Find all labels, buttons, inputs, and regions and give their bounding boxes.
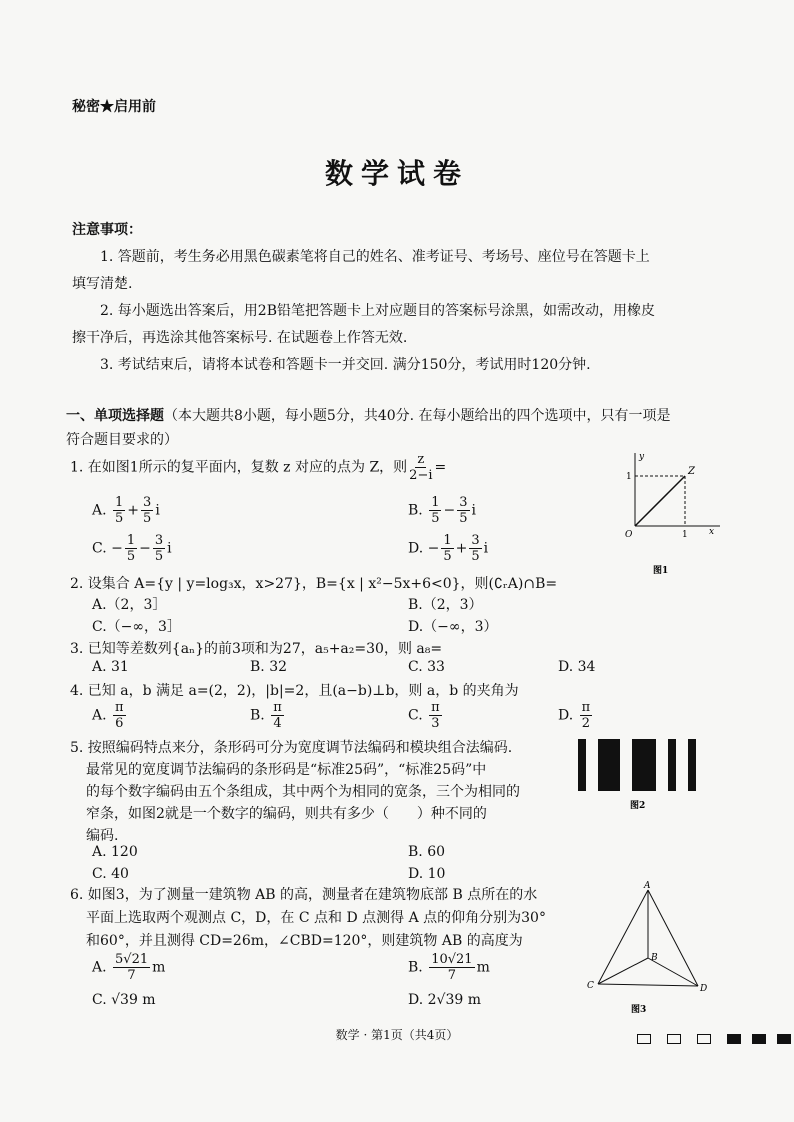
page-title: 数学试卷 — [324, 157, 469, 190]
q4-stem: 4. 已知 a，b 满足 a=(2，2)，|b|=2，且(a−b)⊥b，则 a，b 的夹角为 — [70, 683, 519, 699]
fig1-label-x: x — [709, 527, 715, 537]
section-desc: （本大题共8小题，每小题5分，共40分. 在每小题给出的四个选项中，只有一项是 — [164, 408, 671, 424]
q5-stem-line: 的每个数字编码由五个条组成，其中两个为相同的宽条，三个为相同的 — [86, 784, 520, 800]
option-label: B. — [250, 707, 265, 724]
q1-option-a — [92, 495, 160, 526]
num: π — [581, 700, 591, 715]
option-label: C. — [92, 992, 107, 1008]
fraction — [457, 495, 469, 526]
marker-square — [727, 1034, 741, 1044]
den: 2 — [581, 716, 591, 731]
bar-wide — [632, 739, 656, 791]
q1-text: 1. 在如图1所示的复平面内，复数 z 对应的点为 Z，则 — [70, 459, 408, 476]
fraction — [125, 533, 137, 564]
eq: = — [434, 459, 447, 476]
q6-option-d — [408, 992, 481, 1008]
q5-stem-line: 5. 按照编码特点来分，条形码可分为宽度调节法编码和模块组合法编码. — [70, 740, 513, 756]
q3-option-a: A. 31 — [92, 659, 129, 675]
q1-stem — [70, 452, 446, 483]
option-value: 2√39 m — [427, 992, 482, 1008]
q3-option-d: D. 34 — [558, 659, 596, 675]
sign: − — [427, 540, 440, 557]
den: 5 — [154, 549, 164, 564]
q6-option-b — [408, 952, 490, 983]
marker-square — [637, 1034, 651, 1044]
num: 1 — [431, 495, 440, 510]
fraction — [113, 495, 125, 526]
den: 6 — [115, 716, 124, 731]
q2-stem: 2. 设集合 A={y | y=log₃x，x>27}，B={x | x²−5x+6<0}，则(∁ᵣA)∩B= — [70, 576, 558, 592]
q4-option-b — [250, 700, 286, 731]
imag-unit: i — [155, 502, 160, 519]
q5-option-a: A. 120 — [92, 844, 138, 860]
operator: + — [455, 540, 468, 557]
fig3-label-d: D — [700, 984, 708, 994]
den: 5 — [459, 511, 468, 526]
option-label: B. — [408, 502, 423, 519]
fraction — [580, 700, 593, 731]
note-1b: 填写清楚. — [72, 276, 133, 292]
notes-heading: 注意事项： — [72, 222, 142, 238]
q1-option-b — [408, 495, 476, 526]
num: 5√21 — [115, 952, 149, 967]
marker-square — [697, 1034, 711, 1044]
note-2: 2. 每小题选出答案后，用2B铅笔把答题卡上对应题目的答案标号涂黑，如需改动，用橡皮 — [100, 303, 656, 319]
den: 5 — [471, 549, 480, 564]
num: π — [431, 700, 440, 715]
q5-stem-line: 最常见的宽度调节法编码的条形码是“标准25码”，“标准25码”中 — [86, 762, 487, 778]
num: 10√21 — [431, 952, 473, 967]
num: 3 — [154, 533, 164, 548]
q2-option-c: C.（−∞，3］ — [92, 619, 181, 635]
bar-narrow — [668, 739, 676, 791]
den: 7 — [127, 968, 136, 983]
secret-label: 秘密★启用前 — [72, 99, 156, 115]
imag-unit: i — [167, 540, 172, 557]
section-heading — [66, 405, 671, 425]
q6-option-a — [92, 952, 165, 983]
fraction — [469, 533, 481, 564]
num: 1 — [443, 533, 452, 548]
fig3-label-c: C — [587, 981, 594, 991]
q2-option-b: B.（2，3） — [408, 597, 483, 613]
fig3-caption: 图3 — [631, 1005, 647, 1015]
den: 5 — [431, 511, 440, 526]
den: 5 — [126, 549, 136, 564]
num: 3 — [143, 495, 152, 510]
operator: + — [127, 502, 140, 519]
option-label: A. — [92, 959, 107, 976]
option-label: B. — [408, 959, 423, 976]
fraction — [141, 495, 153, 526]
fig1-label-1x: 1 — [682, 530, 688, 540]
section-desc-2: 符合题目要求的） — [66, 432, 178, 448]
figure-3-tetrahedron — [583, 878, 718, 1018]
q5-stem-line: 编码. — [86, 828, 119, 844]
q3-option-b: B. 32 — [250, 659, 288, 675]
q5-option-b: B. 60 — [408, 844, 446, 860]
option-label: D. — [408, 540, 424, 557]
fraction — [271, 700, 284, 731]
q2-option-d: D.（−∞，3） — [408, 619, 498, 635]
den: 5 — [143, 511, 152, 526]
den: 5 — [443, 549, 452, 564]
option-label: C. — [92, 540, 107, 557]
q6-stem-line: 平面上选取两个观测点 C，D，在 C 点和 D 点测得 A 点的仰角分别为30° — [86, 910, 546, 926]
fraction — [113, 700, 126, 731]
den: 3 — [431, 716, 440, 731]
num: 3 — [459, 495, 468, 510]
marker-square — [667, 1034, 681, 1044]
q6-stem-line: 6. 如图3，为了测量一建筑物 AB 的高，测量者在建筑物底部 B 点所在的水 — [70, 887, 538, 903]
note-1: 1. 答题前，考生务必用黑色碳素笔将自己的姓名、准考证号、考场号、座位号在答题卡上 — [100, 249, 650, 265]
imag-unit: i — [471, 502, 476, 519]
fig3-label-b: B — [651, 953, 658, 963]
marker-square — [777, 1034, 791, 1044]
num: z — [417, 452, 425, 467]
fig1-label-y: y — [639, 452, 645, 462]
section-title: 一、单项选择题 — [66, 408, 164, 424]
q5-option-c: C. 40 — [92, 866, 129, 882]
q1-fraction — [409, 452, 432, 483]
fig1-label-z: Z — [688, 466, 695, 477]
den: 2−i — [409, 468, 433, 483]
q3-option-c: C. 33 — [408, 659, 445, 675]
num: π — [115, 700, 124, 715]
fraction — [153, 533, 165, 564]
bar-narrow — [688, 739, 696, 791]
fig3-label-a: A — [644, 881, 651, 891]
q2-option-a: A.（2，3］ — [92, 597, 167, 613]
q1-option-c — [92, 533, 172, 564]
fraction — [429, 700, 442, 731]
num: 1 — [115, 495, 124, 510]
figure-2-barcode — [570, 735, 715, 815]
option-label: D. — [558, 707, 574, 724]
option-label: A. — [92, 707, 107, 724]
fig1-label-o: O — [625, 530, 633, 540]
unit: m — [476, 959, 490, 976]
q4-option-a — [92, 700, 128, 731]
unit: m — [152, 959, 166, 976]
fraction — [441, 533, 453, 564]
fig2-caption: 图2 — [630, 801, 646, 811]
option-label: D. — [408, 992, 424, 1008]
fig1-caption: 图1 — [653, 566, 669, 576]
num: 3 — [471, 533, 480, 548]
q5-stem-line: 窄条，如图2就是一个数字的编码，则共有多少（ ）种不同的 — [86, 806, 487, 822]
imag-unit: i — [483, 540, 489, 557]
note-2b: 擦干净后，再选涂其他答案标号. 在试题卷上作答无效. — [72, 330, 408, 346]
q3-stem: 3. 已知等差数列{aₙ}的前3项和为27，a₅+a₂=30，则 a₈= — [70, 641, 443, 657]
fraction — [429, 952, 474, 983]
fraction — [429, 495, 441, 526]
page-footer: 数学 · 第1页（共4页） — [335, 1028, 459, 1042]
q6-option-c — [92, 992, 156, 1008]
q6-stem-line: 和60°，并且测得 CD=26m，∠CBD=120°，则建筑物 AB 的高度为 — [86, 933, 523, 949]
num: π — [273, 700, 282, 715]
fig1-label-1y: 1 — [626, 472, 632, 482]
q4-option-d — [558, 700, 594, 731]
option-value: √39 m — [111, 992, 156, 1008]
q5-option-d: D. 10 — [408, 866, 446, 882]
num: 1 — [126, 533, 136, 548]
option-label: A. — [92, 502, 107, 519]
figure-1-complex-plane — [605, 448, 725, 578]
marker-square — [752, 1034, 766, 1044]
den: 5 — [115, 511, 124, 526]
fraction — [113, 952, 150, 983]
q1-option-d — [408, 533, 488, 564]
bar-wide — [598, 739, 620, 791]
option-label: C. — [408, 707, 423, 724]
sign: − — [111, 540, 123, 557]
den: 4 — [273, 716, 282, 731]
operator: − — [139, 540, 151, 557]
bar-narrow — [578, 739, 586, 791]
q4-option-c — [408, 700, 444, 731]
note-3: 3. 考试结束后，请将本试卷和答题卡一并交回. 满分150分，考试用时120分钟. — [100, 357, 591, 373]
den: 7 — [447, 968, 457, 983]
operator: − — [443, 502, 456, 519]
